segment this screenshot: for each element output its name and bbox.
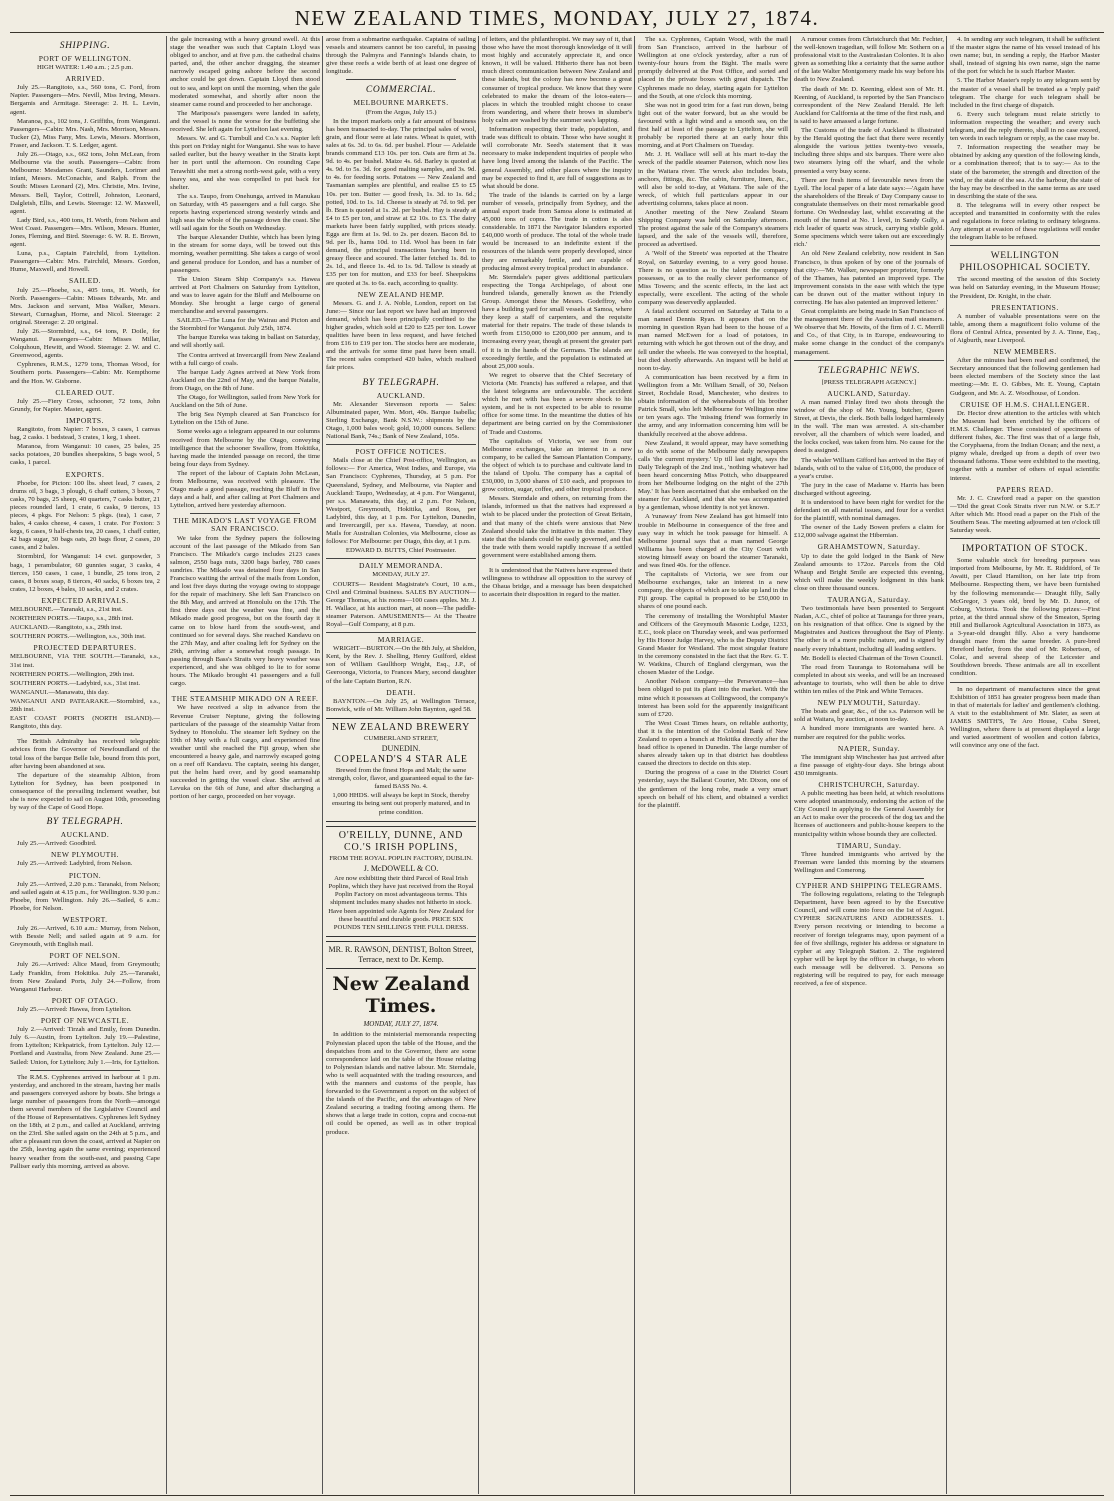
paragraph: The owner of the Lady Bowen prefers a claim for £12,000 salvage against the Hibernian. (794, 524, 944, 540)
paragraph: Messrs. Sterndale and others, on returning from the islands, informed us that the natives had expressed a wish to be placed under the protection of Great Britain, and that many of the chiefs were anxious that New Zealand should take the initiative in this matter. They state that the islands could be easily governed, and that the trade with them would rapidly increase if a settled government were established among them. (482, 495, 632, 559)
ad-line: Are now exhibiting their third Parcel of Real Irish Poplins, which they have just received from the Royal Poplin Factory on most advantageous terms. This shipment includes many shades not hitherto in stock. (328, 874, 474, 906)
paragraph: A 'runaway' from New Zealand has got himself into trouble in Melbourne in consequence of the free and easy way in which he took passage for himself. A Melbourne journal says that a man named George Williams has been charged at the City Court with stowing himself away on board the steamer Taranaki, and was fined 40s. for the offence. (638, 513, 788, 569)
divider (190, 513, 300, 514)
ad-line: Have been appointed sole Agents for New Zealand for these beautiful and durable goods. PRICE SIX POUNDS TEN SHILLINGS THE FULL DRESS. (328, 908, 474, 932)
paragraph: An old New Zealand celebrity, now resident in San Francisco, is thus spoken of by one of the journals of that city:—'Mr. Walker, newspaper proprietor, formerly of the Thames, has patented an improved type. The improvement consists in the ease with which the type can be drawn out of the matter without injury in correcting. He has also patented an improved letterer.' (794, 250, 944, 306)
place-heading: NAPIER, Sunday. (837, 743, 901, 753)
arrival-entry: July 25.—Rangitoto, s.s., 560 tons, C. Ford, from Napier. Passengers—Mrs. Nevill, Miss Irving, Messrs. Bergamis and Armitage. Steerage: 2. H. L. Levin, agent. (10, 84, 160, 116)
paragraph: The Customs of the trade of Auckland is illustrated by the Herald quoting the fact that there were recently alongside the various jetties twenty-two vessels, including three ships and six barques. There were also two steamers lying off the wharf, and the whole presented a very busy scene. (794, 127, 944, 175)
paragraph: The capitalists of Victoria, we see from our Melbourne exchanges, take an interest in a new company, to be called the Samoan Plantation Company, the object of which is to purchase and cultivate land in the island of Upolu. The company has a capital of £30,000, in 3,000 shares of £10 each, and proposes to grow cotton, sugar, coffee, and other tropical produce. (482, 437, 632, 494)
paragraph: We have received a slip in advance from the Revenue Cruiser Neptune, giving the following particulars of the passage of the steamship Vaitar from Sydney to Honolulu. The steamer left Sydney on the 19th of May with a full cargo, and experienced fine weather until she reached the Fiji group, when she encountered a heavy gale, and narrowly escaped going on a reef off Kandavu. The captain, seeing his danger, put the helm hard over, and by good seamanship succeeded in getting the vessel clear. She arrived at Levuka on the 6th of June, and after discharging a portion of her cargo, proceeded on her voyage. (170, 704, 320, 801)
sailed-entry: July 25.—Phoebe, s.s., 405 tons, H. Worth, for North. Passengers—Cabin: Misses Edwards, Mr. and Mrs. Jackson and servant, Miss Walker, Messrs. Stewart, Curnaghan, Horne, and Nicol. Steerage: 2 original. Steerage: 2. 20 original. (10, 286, 160, 326)
place-heading: AUCKLAND. (60, 830, 110, 840)
paragraph: July 26.—Arrived, 6.10 a.m.: Murray, from Nelson, with Bessie Nell; and sailed again at 9 a.m. for Greymouth, with English mail. (10, 925, 160, 949)
column-5 (638, 36, 788, 1494)
projected-entry: EAST COAST PORTS (NORTH ISLAND).—Rangitoto, this day. (10, 715, 160, 731)
arrival-entry: Maranoa, p.s., 102 tons, J. Griffiths, from Wanganui. Passengers—Cabin: Mrs. Nash, Mrs. Morrison, Messrs. Tucker (2), Miss Fany, Mrs. Lewis, Messrs. Morrison, Fraser, and Jackson. T. S. Ledger, agent. (10, 117, 160, 149)
paragraph: Mails close at the Chief Post-office, Wellington, as follows:— For America, West Indies, and Europe, via San Francisco: Cyphrenes, Thursday, at 5 p.m. For Queensland, Sydney, and Melbourne, via Napier and Auckland: Taupo, Wednesday, at 4 p.m. For Wanganui, per s.s. Manawatu, this day, at 2 p.m. For Nelson, Westport, Greymouth, Hokitika, and Ross, per Ladybird, this day, at 1 p.m. For Lyttelton, Dunedin, and Invercargill, per s.s. Hawea, Tuesday, at noon. Mails for Australian Colonies, via Melbourne, close as follows: For Melbourne: per Otago, this day, at 1 p.m. (326, 457, 476, 546)
issue-date: MONDAY, JULY 27, 1874. (363, 1020, 439, 1029)
paragraph: Two testimonials have been presented to Sergeant Nadan, A.C., chief of police at Tauranga for three years, on his resignation of that office. One is signed by the Magistrates and Justices throughout the Bay of Plenty. The other is of a more public nature, and is signed by nearly every inhabitant, including all leading settlers. (794, 605, 944, 653)
paragraph: The whaler William Gifford has arrived in the Bay of Islands, with oil to the value of £16,000, the produce of a year's cruise. (794, 456, 944, 480)
expected-entry: MELBOURNE.—Taranaki, s.s., 21st inst. (10, 606, 123, 613)
article-heading: THE STEAMSHIP MIKADO ON A REEF. (171, 694, 319, 704)
by-telegraph-heading: BY TELEGRAPH. (46, 817, 124, 828)
ad-line: Brewed from the finest Hops and Malt; the same strength, color, flavor, and guaranteed equal to the far-famed BASS No. 4. (328, 767, 474, 791)
paragraph: A public meeting has been held, at which resolutions were adopted unanimously, endorsing the action of the City Council in applying to the General Assembly for an Act to make over the proceeds of the dog tax and the licenses of auctioneers and public-house keepers to the municipality within whose bounds they are collected. (794, 790, 944, 838)
place-heading: AUCKLAND, Saturday. (827, 388, 911, 398)
ad-line: FROM THE ROYAL POPLIN FACTORY, DUBLIN. (329, 854, 473, 862)
arrival-entry: Luna, p.s., Captain Fairchild, from Lyttelton. Passengers—Cabin: Mrs. Fairchild, Messrs. Gordon, Hume, Maxwell, and Howell. (10, 250, 160, 274)
paragraph: COURTS— Resident Magistrate's Court, 10 a.m., Civil and Criminal business. SALES BY AUCTION— George Thomas, at his rooms—100 cases apples. Mr. J. H. Wallace, at his auction mart, at noon—The paddle-steamer Paterson. AMUSEMENTS— At the Theatre Royal—Gulf Company, at 8 p.m. (326, 580, 476, 628)
column-3 (326, 36, 476, 1494)
exports-heading: EXPORTS. (65, 469, 105, 479)
paragraph: The Contra arrived at Invercargill from New Zealand with a full cargo of coals. (170, 351, 320, 367)
ad-line: J. McDOWELL & CO. (363, 863, 439, 873)
column-1 (10, 36, 160, 1494)
place-heading: PORT OF NEWCASTLE. (40, 1016, 130, 1026)
paragraph: Messrs. G. and J. A. Noble, London, report on 1st June:— Since our last report we have had an improved demand, which has been principally confined to the higher grades, which sold at £20 to £25 per ton. Lower qualities have been in less request, and have fetched from £16 to £19 per ton. The stocks here are moderate, and the arrivals for some time past have been small. The recent sales comprised 420 bales, which realised fair prices. (326, 299, 476, 372)
paragraph: The trade of the islands is carried on by a large number of vessels, principally from Sydney, and the annual export trade from Samoa alone is estimated at 45,000 tons of copra. The trade in cotton is also considerable. In 1871 the Navigator Islanders exported £40,000 worth of produce. The total of the whole trade would be increased to an indefinite extent if the resources of the islands were properly developed, since they are remarkably fertile, and are capable of producing almost every tropical product in abundance. (482, 191, 632, 272)
editorial-paragraph: In addition to the ministerial memoranda respecting Polynesian placed upon the table of the House, and the despatches from and to the Governor, there are some correspondence laid on the table of the House relating to Polynesian islands and native labour. Mr. Sterndale, who is well acquainted with the trading resources, and with the manners and customs of the people, has forwarded to the Government a report on the subject of the islands of the Pacific, and the advantages of New Zealand securing a trading footing among them. He shows that a large trade in cotton, copra and cocoa-nut oil could be opened, as well as in other tropical produce. (326, 1031, 476, 1136)
subsection-heading: CRUISE OF H.M.S. CHALLENGER. (960, 399, 1090, 409)
paragraph: 5. The Harbor Master's reply to any telegram sent by the master of a vessel shall be treated as a 'reply paid' telegram. The charge for such telegram shall be included in the first charge of dispatch. (950, 77, 1100, 109)
paragraph: Great complaints are being made in San Francisco of the management there of the Australian mail steamers. We observe that Mr. Howits, of the firm of J. C. Merrill and Co., of that City, is in Europe, endeavouring to make some change in the conduct of the company's management. (794, 308, 944, 356)
sailed-heading: SAILED. (68, 276, 102, 286)
paragraph: We take from the Sydney papers the following account of the last passage of the Mikado from San Francisco. The Mikado's cargo includes 2123 cases salmon, 2550 bags nuts, 3200 bags barley, 780 cases sundries. The Mikado was detained four days in San Francisco waiting the arrival of the mails from London, and lost five days during the voyage owing to stoppage for the repair of machinery. She left San Francisco on the 8th May, and arrived at Honolulu on the 17th. The first three days out the weather was fine, and the Mikado made good progress, but on the fourth day it came on to blow hard from the south-west, and continued so for several days. She reached Kandavu on the 27th May, and after coaling left for Sydney on the 29th, arriving after a somewhat rough passage. In passing through Bass's Straits very heavy weather was experienced, and she was obliged to lie to for some hours. The Mikado brought 41 passengers and a full cargo. (170, 534, 320, 688)
divider (794, 360, 944, 361)
paragraph: the gale increasing with a heavy ground swell. At this stage the weather was such that Captain Lloyd was obliged to anchor, and at five p.m. the cathedral chains parted, and, the other anchor dragging, the steamer narrowly escaped going ashore before the second anchor could be got down. Captain Lloyd then stood out to sea, and kept on until the morning, when the gale moderated somewhat, and shortly after noon the steamer came round and proceeded to her anchorage. (170, 36, 320, 108)
paragraph: July 25.—Arrived: Goodbird. (17, 840, 97, 848)
poplin-advertisement (326, 826, 476, 938)
divider (502, 563, 612, 564)
paragraph: The report of the labour of Captain John McLean, from Melbourne, was received with pleasure. The Otago made a good passage, reaching the Bluff in five days and a half, and after calling at Port Chalmers and Lyttelton, arrived here yesterday afternoon. (170, 469, 320, 510)
paragraph: The capitalists of Victoria, we see from our Melbourne exchanges, take an interest in a new company, the objects of which are to take up land in the Fiji group. The capital is proposed to be £50,000 in shares of one pound each. (638, 571, 788, 611)
paragraph: New Zealand, it would appear, may have something to do with some of the Melbourne daily newspapers calls 'the current mystery.' Up till last night, says the Daily Telegraph of the 2nd inst., 'nothing whatever had been heard concerning Miss Pottch, who disappeared from her Melbourne lodging on the night of the 27th May.' It has been ascertained that she embarked on the steamer for Auckland, and that she was accompanied by a gentleman, whose identity is not yet known. (638, 439, 788, 512)
cleared-heading: CLEARED OUT. (55, 387, 115, 397)
paragraph: July 25.—Arrived: Hawea, from Lyttelton. (17, 1005, 132, 1013)
divider (30, 1070, 140, 1071)
paragraph: BAYNTON.—On July 25, at Wellington Terrace, Bonwick, wife of Mr. William John Baynton, aged 58. (326, 697, 476, 713)
import-entry: Maranoa, from Wanganui: 10 cases, 25 bales, 25 sacks potatoes, 20 bundles sheepskins, 5 bags wool, 5 casks, 1 parcel. (10, 443, 160, 467)
place-heading: GRAHAMSTOWN, Saturday. (817, 542, 921, 552)
place-heading: AUCKLAND. (376, 390, 426, 400)
paragraph: The Otago, for Wellington, sailed from New York for Auckland on the 5th of June. (170, 394, 320, 410)
projected-entry: WANGANUI AND PATEARAKE.—Stormbird, s.s., 28th inst. (10, 697, 160, 714)
paragraph: During the progress of a case in the District Court yesterday, says the Ballarat Courier, Mr. Dixon, one of the gentlemen of the long robe, made a very smart speech on behalf of his client, and obtained a verdict for the plaintiff. (638, 769, 788, 809)
paragraph: Some weeks ago a telegram appeared in our columns received from Melbourne by the Otago, conveying intelligence that the schooner Swallow, from Hokitika, having made the intended passage on record, the time being four days from Sydney. (170, 428, 320, 468)
columns (10, 36, 1104, 1494)
section-heading-importation: IMPORTATION OF STOCK. (962, 544, 1088, 555)
paragraph: The brig Sea Nymph cleared at San Francisco for Lyttelton on the 15th of June. (170, 411, 320, 427)
paragraph: July 25.—Arrived, 2.20 p.m.: Taranaki, from Nelson; and sailed again at 4.15 p.m., for Wellington. 9.30 p.m.: Phoebe, from Wellington. July 26.—Sailed, 6 a.m.: Phoebe, for Nelson. (10, 880, 160, 912)
paragraph: A rumour comes from Christchurch that Mr. Fechter, the well-known tragedian, will follow Mr. Sothern on a professional visit to the Australasian Colonies. It is also given as something like a certainty that the same author of the late Walter Montgomery made his way before his death to New Zealand. (794, 36, 944, 84)
by-telegraph-heading: BY TELEGRAPH. (362, 377, 440, 388)
article-heading: NEW ZEALAND HEMP. (357, 289, 445, 299)
paragraph: Some valuable stock for breeding purposes was imported from Melbourne, by Mr. E. Riddiford, of Te Awaiti, per Claud Hamilton, on her late trip from Melbourne. Respecting them, we have been furnished by the following memoranda:— Draught filly, Sally McGregor, 3 years old, bred by Mr. D. Junor, of Coburg, Victoria. Took the following prizes:—First prize, at the third annual show of the Smeaton, Spring Hill and Bullarook Agricultural Association in 1873, as a 3-year-old draught filly. Also a very handsome draught mare from the same breeder. A pure-bred Hereford heifer, from the stud of Mr. Robertson, of Colac, and several sheep of the Leicester and Southdown breeds. These animals are all in excellent condition. (950, 557, 1100, 678)
paragraph: A man named Finlay fired two shots through the window of the shop of Mr. Young, butcher, Queen Street, at Devis, the clerk. Both balls lodged harmlessly in the wall. The man was arrested. A six-chamber revolver, all the chambers of which were loaded, and the locks cocked, was taken from him. No cause for the deed is assigned. (794, 398, 944, 455)
paragraph: The immigrant ship Winchester has just arrived after a fine passage of eighty-four days. She brings about 430 immigrants. (794, 753, 944, 777)
paragraph: July 2.—Arrived: Tirzah and Emily, from Dunedin. July 6.—Austin, from Lyttelton. July 19.—Palestine, from Lyttelton; Kirkpatrick, from Lyttelton. July 12.—Portland and Australia, from New Zealand. June 25.—Sailed: Union, for Lyttelton; July 1.—Iris, for Lyttelton. (10, 1026, 160, 1066)
place-heading: PICTON. (68, 870, 102, 880)
paragraph: Mr. Sterndale's paper gives additional particulars respecting the Tonga Archipelago, of about one hundred islands, generally known as the Friendly Group. Amongst these the Messrs. Godeffroy, who have a building yard for small vessels at Samoa, where they keep a staff of carpenters, and the requisite material for their repairs. The trade of these islands is worth from £150,000 to £200,000 per annum, and is increasing every year, though at present the greater part of it is in the hands of the Germans. The islands are exceedingly fertile, and the population is estimated at about 25,000 souls. (482, 273, 632, 370)
place-heading: WESTPORT. (62, 915, 108, 924)
arrival-entry: July 26.—Otago, s.s., 662 tons, John McLean, from Melbourne via the south. Passengers—Cabin: from Melbourne: Mesdames Grant, Saunders, Lorimer and infant, Messrs. McConachie, and Ralph. From the South: Misses Leonard (2), Mrs. Christie, Mrs. Irvine, Messrs. Bell, Taylor, Cottrell, Johnston, Leonard, Dalgleish, Ellis, and Lewis. Steerage: 12. W. Maxwell, agent. (10, 151, 160, 215)
section-heading-telegraphic-news: TELEGRAPHIC NEWS. (817, 365, 921, 376)
projected-entry: WANGANUI.—Manawatu, this day. (10, 688, 109, 696)
ad-line: 1,000 HHDS. will always be kept in Stock, thereby ensuring its being sent out properly matured, and in prime condition. (332, 792, 470, 816)
place-heading: NEW PLYMOUTH, Saturday. (817, 698, 921, 708)
divider (950, 245, 1100, 246)
section-heading-shipping: SHIPPING. (59, 41, 111, 51)
section-heading-philosophical-society: WELLINGTON PHILOSOPHICAL SOCIETY. (959, 251, 1091, 274)
paragraph: The following regulations, relating to the Telegraph Department, have been agreed to by the Executive Council, and will come into force on the 1st of August. CYPHER SIGNATURES AND ADDRESSES. 1. Every person receiving or intending to become a receiver of foreign telegrams may, upon payment of a fee of five shillings, register his address or signature in cypher at any Telegraph Station. 2. The registered cypher will be kept by the officer in charge, to whom each message will be delivered. 3. Persons so registering will be required to pay, for each message received, a fee of sixpence. (794, 891, 944, 988)
projected-entry: SOUTHERN PORTS.—Ladybird, s.s., 31st inst. (10, 679, 141, 687)
divider (30, 734, 140, 735)
paragraph: The R.M.S. Cyphrenes arrived in harbour at 1 p.m. yesterday, and anchored in the stream, having her mails and passengers conveyed ashore by boats. She brings a large number of passengers from the North—amongst them several members of the Legislative Council and of the House of Representatives. Cyphrenes left Sydney on the 18th, at 2 p.m., and called at Auckland, arriving on the 23rd. She sailed again on the 24th at 5 p.m., and after a pleasant run down the coast, arrived at Napier on the 25th, leaving again the same evening; experienced heavy weather from the south-east, and passing Cape Palliser early this morning, arrived as above. (10, 1073, 160, 1170)
port-heading: PORT OF WELLINGTON. (38, 54, 132, 63)
paragraph: The death of Mr. D. Keening, eldest son of Mr. H. Keening, of Auckland, is reported by the San Francisco correspondent of the New Zealand Herald. He left Auckland for California at the time of the first rush, and is said to have amassed a large fortune. (794, 85, 944, 125)
paragraph: Mr. J. H. Wallace will sell at his mart to-day the wreck of the paddle steamer Paterson, which now lies in the Waitara river. The wreck also includes boats, anchors, fittings, &c. The cabin, furniture, linen, &c., will also be sold to-day, at Waitara. The sale of the wreck, of which full particulars appear in our advertising columns, takes place at noon. (638, 151, 788, 207)
export-entry: Stormbird, for Wanganui: 14 cwt. gunpowder, 3 bags, 1 perambulator, 60 gunnies sugar, 3 casks, 4 tierces, 150 cases, 1 case, 1 bundle, 25 tons iron, 2 cases, 8 boxes soap, 8 tierces, 40 sacks, 6 boxes tea, 2 crates, 12 boxes, 4 bales, 10 sacks, and 2 crates. (10, 553, 160, 593)
article-heading: DEATH. (386, 687, 416, 697)
paragraph: The barque Eureka was taking in ballast on Saturday, and will shortly sail. (170, 334, 320, 350)
paragraph: 7. Information respecting the weather may be obtained by asking any question of the following kinds, or a combination thereof; that is to say:— As to the state of the barometer, the strength and direction of the wind, or the state of the sea. At the harbour, the state of the bay may be described in the same terms as are used in describing the state of the sea. (950, 144, 1100, 200)
article-heading: POST OFFICE NOTICES. (355, 447, 447, 457)
column-2 (170, 36, 320, 1494)
paragraph: The boats and gear, &c., of the s.s. Paterson will be sold at Waitara, by auction, at noon to-day. (794, 708, 944, 724)
divider (190, 691, 300, 692)
paragraph: The s.s. Taupo, from Onehunga, arrived in Manukau on Saturday, with 45 passengers and a full cargo. She reports having experienced strong westerly winds and high seas the whole of the passage down the coast. She will sail again for the South on Wednesday. (170, 192, 320, 233)
paragraph: July 26.—Arrived: Alice Maud, from Greymouth; Lady Franklin, from Hokitika. July 25.—Taranaki, from New Zealand Ports, July 24.—Follow, from Wanganui Harbour. (10, 961, 160, 993)
paragraph: In the import markets only a fair amount of business has been transacted to-day. The principal sales of wool, grain, and flour were at late rates. Wheat is quiet, with sales at 6s. 3d. to 6s. 6d. per bushel. Flour — Adelaide brands command £13 10s. per ton. Oats are firm at 3s. 9d. to 4s. per bushel. Maize 4s. 6d. Barley is quoted at 4s. 9d. to 5s. 3d. for good malting samples, and 3s. 9d. to 4s. for feeding sorts. Potatoes — New Zealand and Tasmanian samples are plentiful, and realise £5 to £5 10s. per ton. Butter — good fresh, 1s. 3d. to 1s. 6d.; potted, 10d. to 1s. 1d. Cheese is steady at 7d. to 9d. per lb. Bran is quoted at 1s. 2d. per bushel. Hay is steady at £4 to £5 per ton, and straw at £2 10s. to £3. The dairy markets have been fairly supplied, with prices steady. Eggs are firm at 1s. 9d. to 2s. per dozen. Bacon 8d. to 9d. per lb., hams 10d. to 11d. Wool has been in fair demand, the principal transactions having been in greasy fleece and scoured. The latter fetched 1s. 8d. to 2s. 1d., and fleece 1s. 4d. to 1s. 9d. Tallow is steady at £35 per ton for mutton, and £33 for beef. Sheepskins are quoted at 3s. to 6s. each, according to quality. (326, 117, 476, 287)
paragraph: Messrs. W. and G. Turnbull and Co.'s s.s. Napier left this port on Friday night for Wanganui. She was to have sailed earlier, but the heavy weather in the Straits kept her in port until the afternoon. On rounding Cape Terawhiti she met a strong north-west gale, with a very heavy sea, and she was compelled to put back for shelter. (170, 135, 320, 191)
paragraph: It is understood to have been right for verdict for the defendant on all material issues, and four for a verdict for the plaintiff, with nominal damages. (794, 498, 944, 523)
sailed-entry: Cyphrenes, R.M.S., 1279 tons, Thomas Wood, for Southern ports. Passengers—Cabin: Mr. Kempthorne and the Hon. W. Gisborne. (10, 361, 160, 385)
article-heading: MELBOURNE MARKETS. (353, 98, 449, 108)
expected-heading: EXPECTED ARRIVALS. (41, 595, 129, 605)
ad-line: COPELAND'S 4 STAR ALE (334, 754, 468, 766)
section-heading-commercial: COMMERCIAL. (365, 85, 437, 96)
paragraph: A hundred more immigrants are wanted here. A number are required for the public works. (794, 725, 944, 741)
paragraph: She was not in good trim for a fast run down, being light out of the water forward, but as she would be favoured with a light wind and a smooth sea, on the first half at least of the passage to Lyttelton, she will probably be reported there at an early hour this morning, and at Port Chalmers on Tuesday. (638, 101, 788, 150)
paragraph: Up to date the gold lodged in the Bank of New Zealand amounts to 172oz. Parcels from the Old Whaup and Bright Smile are expected this evening, which will make the weekly lodgment in this bank close on three thousand ounces. (794, 552, 944, 592)
paragraph: Mr. J. C. Crawford read a paper on the question—'Did the great Cook Straits river run N.W. or S.E.?' After which Mr. Hood read a paper on the Fish of the Southern Seas. The meeting adjourned at ten o'clock till Saturday week. (950, 494, 1100, 535)
column-4 (482, 36, 632, 1494)
divider (326, 558, 476, 559)
signature: EDWARD D. BUTTS, Chief Postmaster. (345, 547, 457, 555)
dentist-advertisement (326, 941, 476, 969)
paragraph: Dr. Hector drew attention to the articles with which the Museum had been enriched by the officers of H.M.S. Challenger. These consisted of specimens of different fishes, &c. The first was that of a large fish, the Coryphaena, from the Indian Ocean; and the next, a pigmy whale, dredged up from a depth of over two thousand fathoms. These were exhibited to the meeting, together with a number of others of equal scientific interest. (950, 409, 1100, 482)
column-7 (950, 36, 1100, 1494)
ad-title: O'REILLY, DUNNE, AND CO.'S IRISH POPLINS, (338, 829, 464, 853)
imports-heading: IMPORTS. (66, 415, 104, 425)
paragraph: 4. In sending any such telegram, it shall be sufficient if the master signs the name of his vessel instead of his own name; but, in sending a reply, the Harbor Master shall, instead of signing his own name, sign the name of the port for which he is such Harbor Master. (950, 36, 1100, 76)
ad-line: DUNEDIN. (381, 744, 421, 754)
article-heading: THE MIKADO'S LAST VOYAGE FROM SAN FRANCISCO. (173, 516, 317, 534)
subsection-heading: NEW MEMBERS. (993, 347, 1057, 357)
paragraph: There are fresh items of favourable news from the Lyell. The local paper of a late date says:—'Again have the shareholders of the Break o' Day Company cause to congratulate themselves on their most remarkable good fortune. On Wednesday last, whilst excavating at the mouth of the tunnel at No. 1 level, in Sandy Gully, a rich leader of quartz was struck, carrying visible gold. Some specimens which were taken out are exceedingly rich.' (794, 176, 944, 249)
paragraph: The second meeting of the session of this Society was held on Saturday evening, in the Museum House; the President, Dr. Knight, in the chair. (950, 276, 1100, 300)
paragraph: After the minutes had been read and confirmed, the Secretary announced that the following gentlemen had been elected members of the Society since the last meeting:—Mr. E. O. Gibbes, Mr. E. Young, Captain Gudgeon, and Mr. A. Z. Woodhouse, of London. (950, 357, 1100, 397)
paragraph: A 'Wolf of the Streets' was reported at the Theatre Royal, on Saturday evening, to a very good house. There is no question as to the talent the company possesses, or as to the really clever performance of Miss Towers; and the scenic effects, in the last act especially, were excellent. The acting of the whole company was deservedly applauded. (638, 250, 788, 306)
tide-line: HIGH WATER: 1.40 a.m. ; 2.5 p.m. (36, 64, 134, 72)
paragraph: A fatal accident occurred on Saturday at Taita to a man named Dennis Ryan. It appears that on the morning in question Ryan had been to the house of a man named McEwen for a load of potatoes, in returning with which he got thrown out of the dray, and fell under the wheels. He was conveyed to the hospital, but died shortly afterwards. An inquest will be held at noon to-day. (638, 308, 788, 372)
expected-entry: AUCKLAND.—Rangitoto, s.s., 29th inst. (10, 624, 123, 632)
import-entry: Rangitoto, from Napier: 7 boxes, 3 cases, 1 canvas bag, 2 casks. 1 bedstead, 3 crates, 1 keg, 1 sheet. (10, 426, 160, 442)
paragraph: Information respecting their trade, population, and trade was difficult to obtain. Those who have sought it will corroborate Mr. Seed's statement that it was necessary to make independent inquiries of people who have long lived among the islands of the Pacific. The general Assembly, and other places where the inquiry may be expected to find it, are full of suggestions as to what should be done. (482, 126, 632, 190)
paragraph: The West Coast Times hears, on reliable authority, that it is the intention of the Colonial Bank of New Zealand to open a branch at Hokitika directly after the head office is opened in Dunedin. The large number of shares already taken up in that district has doubtless caused the directors to decide on this step. (638, 719, 788, 768)
ad-title: NEW ZEALAND BREWERY (331, 721, 471, 733)
place-heading: PORT OF OTAGO. (51, 995, 119, 1005)
article-heading: MARRIAGE. (377, 635, 425, 645)
paragraph: SAILED.—The Luna for the Wairau and Picton and the Stormbird for Wanganui. July 25th, 1874. (170, 317, 320, 333)
place-heading: TIMARU, Sunday. (836, 840, 902, 850)
paragraph: We regret to observe that the Chief Secretary of Victoria (Mr. Francis) has suffered a relapse, and that the latest telegrams are unfavourable. The accident which he met with has been a severe shock to his system, and he is not expected to be able to resume office for some time. In the meantime the duties of his department are being carried on by the Commissioner of Trade and Customs. (482, 371, 632, 436)
place-heading: CHRISTCHURCH, Saturday. (818, 779, 920, 789)
paragraph: The Union Steam Ship Company's s.s. Hawea arrived at Port Chalmers on Saturday from Lyttelton, and was to leave again for the Bluff and Melbourne on Monday. She brought a large cargo of general merchandise and several passengers. (170, 275, 320, 316)
paragraph: of letters, and the philanthropist. We may say of it, that those who have the most thorough knowledge of it will most highly and accurately appreciate it, and once known, it will be valued. Hitherto there has not been much direct communication between New Zealand and these islands, but the colony has now become a great consumer of tropical produce. We know that they were celebrated to make the dream of the lotos-eaters—places in which the troubled might choose to cease from wandering, and where their brows in slumber's holy calm are washed by the summer sea's lapping. (482, 36, 632, 124)
subheading: MONDAY, JULY 27. (372, 571, 430, 579)
arrival-entry: Lady Bird, s.s., 400 tons, H. Worth, from Nelson and West Coast. Passengers—Mrs. Wilson, Messrs. Hunter, Jones, Fleming, and Bird. Steerage: 6. W. R. E. Brown, agent. (10, 216, 160, 249)
paragraph: The British Admiralty has received telegraphic advices from the Governor of Newfoundland of the total loss of the barque Belle Isle, bound from this port, after having been abandoned at sea. (10, 738, 160, 770)
divider (346, 79, 456, 80)
paragraph: The jury in the case of Madame v. Harris has been discharged without agreeing. (794, 481, 944, 497)
cleared-entry: July 25.—Fiery Cross, schooner, 72 tons, John Grundy, for Napier. Master, agent. (10, 397, 160, 413)
sailed-entry: July 26.—Stormbird, s.s., 64 tons, P. Doile, for Wanganui. Passengers—Cabin: Misses Millar, Colquhoun, Hewitt, and Wood. Steerage: 2. W. and C. Greenwood, agents. (10, 328, 160, 360)
article-heading: DAILY MEMORANDA. (358, 561, 444, 571)
paragraph: The Mariposa's passengers were landed in safety, and the vessel is none the worse for the buffeting she received. She left again for Lyttelton last evening. (170, 109, 320, 134)
paragraph: The s.s. Cyphrenes, Captain Wood, with the mail from San Francisco, arrived in the harbour of Wellington at one o'clock yesterday, after a run of twenty-four hours from the Bight. The mails were promptly delivered at the Post Office, and sorted and placed in the private boxes with great dispatch. The Cyphrenes made no delay, starting again for Lyttelton and the South, at one o'clock this morning. (638, 36, 788, 100)
bottom-rule (10, 1495, 1104, 1496)
divider (814, 878, 924, 879)
divider (326, 444, 476, 445)
divider (326, 632, 476, 633)
subheading: (From the Argus, July 15.) (365, 108, 437, 116)
projected-entry: NORTHERN PORTS.—Wellington, 29th inst. (10, 670, 135, 678)
paragraph: The departure of the steamship Albion, from Lyttelton for Sydney, has been postponed in consequence of the prevailing inclement weather, but she is now expected to sail on August 10th, proceeding by way of the Cape of Good Hope. (10, 771, 160, 812)
place-heading: PORT OF NELSON. (49, 951, 121, 961)
brewery-advertisement (326, 718, 476, 822)
subsection-heading: PRESENTATIONS. (991, 302, 1059, 312)
paragraph: Mr. Alexander Stevenson reports — Sales: Albuminated paper, Wm. Mort, 40s. Barque Isabella; Sterling Exchange, Bank N.S.W.: shipments by the Otago, 1,000 bales wool; gold, 10,000 ounces. Sellers: National Bank, 74s.; Bank of New Zealand, 105s. (326, 400, 476, 441)
article-heading: CYPHER AND SHIPPING TELEGRAMS. (795, 881, 943, 890)
paragraph: The barque Alexander Duthie, which has been lying in the stream for some days, will be towed out this morning, weather permitting. She takes a cargo of wool and general produce for London, and has a number of passengers. (170, 234, 320, 274)
divider (950, 682, 1100, 683)
expected-entry: NORTHERN PORTS.—Taupo, s.s., 28th inst. (10, 615, 134, 623)
expected-entry: SOUTHERN PORTS.—Wellington, s.s., 30th inst. (10, 633, 146, 641)
paragraph: A communication has been received by a firm in Wellington from a Mr. William Small, of 30, Nelson Street, Rochdale Road, Manchester, who desires to obtain information of the whereabouts of his brother Patrick Small, who left Melbourne for Wellington nine or ten years ago. The 'missing friend' was formerly in the army, and any information concerning him will be thankfully received at the above address. (638, 373, 788, 438)
paragraph: Another Nelson company—the Perseverance—has been obliged to put its plant into the market. With the mine which it possesses at Collingwood, the company's interest has been sold for the apparently insignificant sum of £720. (638, 678, 788, 718)
arrived-heading: ARRIVED. (65, 74, 105, 84)
projected-heading: PROJECTED DEPARTURES. (33, 643, 137, 653)
ad-line: CUMBERLAND STREET, (363, 734, 439, 742)
paragraph: 6. Every such telegram must relate strictly to information respecting the weather; and every such telegram, and the reply thereto, shall in no case exceed, ten words in each telegram or reply, as the case may be. (950, 110, 1100, 143)
column-6 (794, 36, 944, 1494)
paragraph: Another meeting of the New Zealand Steam Shipping Company was held on Saturday afternoon. The protest against the sale of the Company's steamers lapsed, and the sale of the vessels will, therefore, proceed as advertised. (638, 208, 788, 249)
paragraph: Mr. Bodell is elected Chairman of the Town Council. (801, 654, 944, 662)
subsection-heading: PAPERS READ. (996, 484, 1054, 494)
paragraph: In no department of manufactures since the great Exhibition of 1851 has greater progress been made than in that of materials for ladies' and gentlemen's clothing. A visit to the establishment of Mr. Slater, as seen at JAMES SMITH'S, Te Aro House, Cuba Street, Wellington, where there is at present displayed a large and varied assortment of woollen and cotton fabrics, will convince any one of the fact. (950, 685, 1100, 750)
masthead: NEW ZEALAND TIMES, MONDAY, JULY 27, 1874. (294, 6, 820, 30)
paragraph: The ceremony of installing the Worshipful Master and Officers of the Greymouth Masonic Lodge, 1233, E.C., took place on Thursday week, and was performed by His Honor Judge Harvey, who is the Deputy District Grand Master for Westland. The most singular feature in the ceremony consisted in the fact that the Rev. G. T. W. Watkins, Church of England clergyman, was the chosen Master of the Lodge. (638, 612, 788, 677)
masthead-rule (10, 32, 1104, 33)
paragraph: The road from Tauranga to Rotomahana will be completed in about six weeks, and will be an increased advantage to tourists, who will then be able to drive within ten miles of the Pink and White Terraces. (794, 663, 944, 696)
export-entry: Phoebe, for Picton: 100 lbs. sheet lead, 7 cases, 2 drums oil, 3 bags, 3 plough, 6 chaff cutters, 3 boxes, 7 casks, 70 bags, 25 sheep, 40 quarters, 7 casks butter, 21 pieces rounded lard, 1 crate, 6 casks, 9 tierces, 13 pieces, 4 pkgs. For Nelson: 5 pkgs. (tea), 1 case, 7 bales, 4 casks cheese, 4 cases, 1 crate. For Foxton: 3 kegs, 6 cases, 9 half-chests tea, 20 cases, 1 chaff cutter, 42 bags sugar, 30 bags oats, 20 bags flour, 2 cases, 20 cases, and 2 bales. (10, 479, 160, 552)
place-heading: TAURANGA, Saturday. (827, 595, 911, 604)
paragraph: A number of valuable presentations were on the table, among them a magnificent folio volume of the flora of Central Africa, presented by J. A. Tinne, Esq., of Aigburth, near Liverpool. (950, 312, 1100, 344)
paragraph: WRIGHT—BURTON.—On the 8th July, at Sheldon, Kent, by the Rev. J. Shelling, Henry Guilford, eldest son of William Gaullthorp Wright, Esq., J.P., of Geeroonga, Victoria, to Frances Mary, second daughter of the late Captain Burton, R.N. (326, 645, 476, 685)
paragraph: The barque Lady Agnes arrived at New York from Auckland on the 22nd of May, and the barque Natalie, from Otago, on the 8th of June. (170, 368, 320, 392)
paragraph: Three hundred immigrants who arrived by the Freeman were landed this morning by the steamers Wellington and Comerong. (794, 850, 944, 874)
projected-entry: MELBOURNE, VIA THE SOUTH.—Taranaki, s.s., 31st inst. (10, 653, 160, 669)
paragraph: 8. The telegrams will in every other respect be accepted and transmitted in conformity with the rules and regulations in force relating to ordinary telegrams. Any attempt at evasion of these regulations will render the telegram liable to be refused. (950, 201, 1100, 242)
divider (950, 538, 1100, 539)
subheading: [PRESS TELEGRAPH AGENCY.] (821, 378, 917, 386)
newspaper-title: New Zealand Times. (332, 973, 470, 1018)
paragraph: It is understood that the Natives have expressed their willingness to withdraw all opposition to the survey of the Ohaua bridge, and a message has been despatched to ascertain their disposition in regard to the matter. (482, 567, 632, 599)
paragraph: July 25.—Arrived: Ladybird, from Nelson. (17, 860, 133, 868)
ad-title: MR. R. RAWSON, DENTIST, Bolton Street, Terrace, next to Dr. Kemp. (328, 945, 474, 965)
place-heading: NEW PLYMOUTH. (50, 850, 120, 860)
paragraph: arose from a submarine earthquake. Captains of sailing vessels and steamers cannot be too careful, in passing through the Palmyra and Fanning's Islands chain, to give these reefs a wide berth of at least one degree of longitude. (326, 36, 476, 76)
